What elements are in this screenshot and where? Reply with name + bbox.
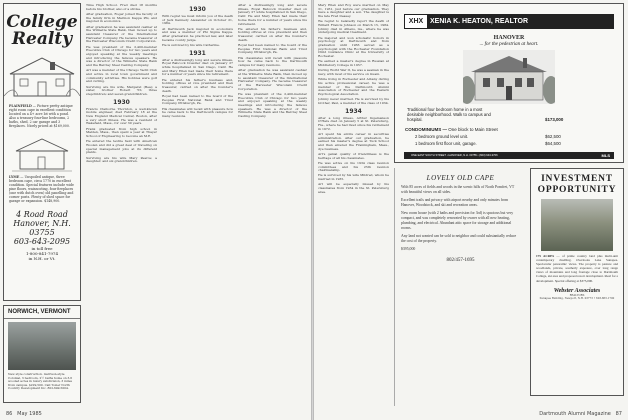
paragraph: After a distressingly long and severe illness, Royal Babcock Dossiter died on January 27 while hospitalized in San Diego, Calif. He and Mary Ellen had made their home there for a number of years since his retirement.: [162, 57, 233, 77]
title-line-2: Realty: [11, 29, 73, 49]
investment-opportunity-ad: [530, 168, 624, 396]
paragraph: After graduation, Roger joined the faculty of the family firm in Marmon Kappa Phi, and majored in economics.: [86, 11, 157, 24]
class-year-heading: 1934: [345, 107, 362, 115]
heaton-logo-icon: XHX: [405, 15, 427, 28]
paragraph: Art will be especially missed by his classmates from 1934 in the St. Petersburg area.: [318, 182, 389, 194]
toll-free-label: in toll free: [31, 245, 53, 251]
paragraph: He entered his father's business and, holding offices at vice president and then treasurer, carried on after the founder's death.: [162, 77, 233, 93]
title-line-1: College: [6, 12, 78, 32]
investment-property-photo: [541, 199, 613, 251]
norwich-ad: [3, 305, 81, 403]
heaton-footer-bar: [404, 152, 614, 159]
issue-date: May 1985: [17, 411, 42, 417]
condo-listing-2: 1 bedroom first floor unit, garage.: [415, 141, 477, 146]
toll-free-number[interactable]: 1-800-841-7974: [25, 250, 59, 256]
agency-address: Sunapee Building, Newport, N.H. 03773 • 603-863-1700: [539, 296, 615, 300]
cape-paragraph: Excellent trails and privacy with airport nearby and only minutes from Hanover, Woodstock, and ski and recreation areas.: [401, 198, 509, 207]
cape-phone[interactable]: 802/457-1695: [446, 258, 475, 263]
investment-title: [531, 169, 623, 196]
paragraph: Art was a member of the Chicago Yacht Club and active in local town government and community activities. His hobbies were golf and curling.: [86, 68, 157, 84]
left-page: [0, 0, 311, 420]
description-line: Traditional four bedroom home in a most: [407, 107, 483, 112]
paragraph: He was active on his 1934 class reunion committees and his 25th reunion chairmanship.: [318, 160, 389, 173]
condo-price-1: $62,500: [545, 134, 561, 139]
paragraph: After a distressingly long and severe illness, Royal Babcock Dossiter died on January 27 while hospitalized in San Diego, Calif. He and Mary Ellen had made their home there for a number of years since his retirement.: [238, 4, 307, 26]
lyme-heading: LYME: [9, 175, 20, 180]
cape-paragraph: New room house (with 2 baths and provision for 3rd) is spacious but very compact, and was completely renovated by owner with all new heating, plumbing, and electrical. Abundant attic space for storage and additional rooms.: [401, 211, 514, 230]
paragraph: He entered his father's business and, holding offices at vice president and then treasurer, carried on after the founder's death.: [238, 26, 307, 42]
paragraph: Royal had been named to the board of the Peoples First National Bank and Trust Company, Pittsburgh, Pa.: [162, 93, 233, 106]
heaton-realtor-ad: [394, 3, 624, 163]
paragraph: He entered the textile field with American Woolen and did a great deal of traveling on special management jobs at its different plants.: [86, 139, 157, 155]
norwich-title: NORWICH, VERMONT: [4, 306, 80, 319]
lyme-listing: LYME — Unspoiled antique, three bedroom cape, circa 1770 in excellent condition. Special features include wide pine floors, wainscoting, four fireplaces (one with dutch oven) old panelling and corner posts. Plenty of shed space for garage or expansion. $148,900.: [9, 175, 74, 203]
plainfield-listing: PLAINFIELD — Picture pretty antique right room cape in excellent condition located on a 4+ acre lot with a pond. Also a treasury four-line bedrooms, 2 baths, shed, 2 car garage and 3 fireplaces. Nicely priced at $169,000.: [9, 104, 73, 128]
lovely-old-cape-ad: [394, 168, 526, 406]
paragraph: He was president of the 2,400-member Executive Club of Chicago for two years and enjoyed speaking at the weekly meetings and introducing the famous speakers. He was a director of the Wilmette State Bank and the Barclay Steel Casting Company.: [86, 44, 157, 68]
investment-title-line: OPPORTUNITY: [537, 185, 617, 195]
paragraph: After graduation he was assistant cashier at the Wilmette State Bank, then moved up to assistant treasurer of the International Harvester Company. He became treasurer of the Harvester Wisconsin Credit Corporation.: [86, 24, 157, 44]
condo-heading: CONDOMINIUMS — One block to Main Street: [405, 127, 498, 132]
class-year-heading: 1931: [189, 49, 206, 57]
cape-title: LOVELY OLD CAPE: [426, 174, 495, 182]
heaton-header-bar: [404, 14, 614, 29]
phone-number[interactable]: 603-643-2095: [13, 236, 71, 246]
city-address: Hanover, N.H. 03755: [13, 218, 71, 237]
house-sketch-illustration: [4, 54, 80, 98]
paragraph: Surviving are his wife Mary Pearce; a daughter; and six grandchildren.: [86, 155, 157, 164]
paragraph: Mary Ellen and Roy were married on May 31, 1931, just before our graduation. They have a daughter and a son. The daughter is the late Fred Deasey.: [318, 4, 389, 19]
acreage: 175 ACRES: [536, 254, 555, 258]
contact-block: [4, 210, 80, 261]
page-number: 87: [615, 411, 622, 417]
paragraph: He majored and won scholastic honors in psychology at Dartmouth and from graduation until 1936 served as a psychologist with the Rochester Foundation Child Guidance Clinic at the University of Rochester.: [318, 35, 389, 59]
street-address: 4 Road Road: [16, 209, 68, 219]
right-page: [314, 0, 628, 420]
paragraph: Royal had been named to the board of the Peoples First National Bank and Trust Company, Pittsburgh, Pa.: [238, 43, 307, 55]
obituary-column-3: [238, 4, 307, 406]
obituary-column-2: [162, 4, 233, 406]
description-line: desirable neighborhood. Walk to campus and: [407, 112, 491, 117]
agency-subtitle: REALTORS: [569, 293, 585, 297]
mls-badge: MLS: [601, 153, 610, 158]
plainfield-heading: PLAINFIELD: [9, 104, 32, 108]
paragraph: With regret we must inform you of the death of Jack Kennedy Alexander on October 21, 1984.: [162, 14, 233, 26]
norwich-house-photo: [8, 322, 76, 370]
main-listing-description: [407, 107, 491, 122]
heaton-house-illustration: [463, 50, 555, 104]
heaton-ad-inner: [395, 4, 623, 162]
paragraph: He is survived by his wife Mildred, whom he married in 1935.: [318, 173, 389, 182]
paragraph: He earned a master's degree in Russian at Middlebury College in 1957.: [318, 59, 389, 68]
plainfield-description: Picture pretty antique right room cape in excellent condition located on a 4+ acre lot with a pond. Also a treasury four-line bedrooms, 2 baths, shed, 2 car garage and 3 fireplaces. Nicely priced at $169,000.: [9, 104, 73, 128]
agency-logo: Webster Associates: [553, 287, 601, 294]
investment-price: Special offering at $375,000.: [554, 278, 593, 283]
paragraph: He was president of the 2,400-member Executive Club of Chicago for two years and enjoyed speaking at the weekly meetings and introducing the famous speakers. He was a director of the Wilmette State Bank and the Barclay Steel Casting Company.: [238, 91, 307, 119]
investment-title-line: INVESTMENT: [541, 174, 613, 184]
page-folio-left: [6, 411, 42, 417]
lyme-house-sketch: [12, 135, 72, 173]
main-listing-price: $173,000: [545, 117, 564, 122]
paragraph: After graduation he was assistant cashier at the Wilmette State Bank, then moved up to assistant treasurer of the International Harvester Company. He became treasurer of the Harvester Wisconsin Credit Corporation.: [238, 68, 307, 91]
investment-body: of prime country land plus multi-unit contemporary dwelling. Overlooks Lake Sunapee. Spectacular panoramic views. The property is pasture and woodlands, private, southerly exposure, over long range views of mountains and long frontage close to Dartmouth College, ski area and proposed resort development. Ideal for a development.: [536, 254, 618, 283]
college-realty-ad: [3, 3, 81, 301]
obituary-column-4: [318, 4, 389, 406]
toll-free-region: in N.H. or Vt.: [28, 255, 56, 261]
paragraph: Art spent his entire career in securities administration. After our graduation, he earned his master's degree at Tuck School and then entered the Framingham, Mass., dye business.: [318, 131, 389, 151]
condo-title: CONDOMINIUMS: [405, 127, 442, 132]
tagline: ... for the pedestrian at heart.: [479, 42, 539, 47]
condo-subtitle: One block to Main Street: [448, 127, 498, 132]
cape-price: $395,000: [401, 247, 416, 251]
class-year-heading: 1930: [189, 6, 206, 13]
page-number: 86: [6, 411, 13, 417]
town-heading: HANOVER: [493, 35, 525, 41]
paragraph: Time High School. Fred died 18 months before his brother, also of a stroke.: [86, 4, 157, 11]
class-year-heading: 1930: [113, 98, 130, 106]
description-line: hospital.: [407, 117, 423, 122]
paragraph: He is survived by his wife Catherine.: [162, 42, 220, 47]
paragraph: We regret to belatedly report the death of Willard Francis Johnson on March 15, 1984. Johnny died in Athens, Ga., where he was undergoing medical treatment.: [318, 19, 389, 35]
ad-title: [4, 4, 80, 48]
office-address: ONE EAST SOUTH STREET • HANOVER, N.H. 03755 • (603) 643-3706: [411, 154, 498, 157]
paragraph: At Dartmouth Jack majored in economics and was a member of Phi Sigma Kappa. After graduation he practiced law, and later became county judge.: [162, 26, 233, 42]
paragraph: Surviving are his wife, Margaret (Bea); a sister, brother Robert '55; three stepchildren; and seven grandchildren.: [86, 84, 157, 96]
paragraph: His classmates will recall with pleasure how he came back to the Dartmouth campus for many reunions.: [162, 106, 233, 118]
paragraph: During World War II, he was a seaman in the navy, with most of his service on Guam.: [318, 68, 389, 76]
paragraph: While living in Rochester and Albany during his active professional career, he was a member of the Dartmouth Alumni Association of Rochester and the Eastern Psychological Association.: [318, 77, 389, 96]
paragraph: His classmates will recall with pleasure how he came back to the Dartmouth campus for many reunions.: [238, 55, 307, 68]
paragraph: Francis Claiborne Thornton, a well-known mobile engineer, died February 18 at the New England Medical Center, Boston, after a very short illness. He was a resident of Wakefield, Mass., for over 30 years.: [86, 106, 157, 126]
obituary-column-1: [86, 4, 157, 406]
magazine-name: Dartmouth Alumni Magazine: [539, 411, 611, 417]
lyme-description: Unspoiled antique, three bedroom cape, circa 1770 in excellent condition. Special features include wide pine floors, wainscoting, four fireplaces (one with dutch oven) old panelling and corner posts. Plenty of shed space for garage or expansion. $148,900.: [9, 175, 74, 203]
realtor-name: XENIA K. HEATON, REALTOR: [430, 18, 529, 25]
cape-paragraph: Any land not wanted can be sold to neighbor and could substantially reduce the cost of the property.: [401, 234, 517, 243]
page-folio-right: [539, 411, 622, 417]
cape-description: [395, 182, 526, 252]
paragraph: Johnny never married. He is survived by his brother, Paul, a member of the class of 1934.: [318, 97, 389, 105]
cape-paragraph: With 85 acres of fields and woods in the scenic hills of North Pomfret, VT with beautiful views on all sides.: [401, 185, 515, 194]
norwich-caption: New style construction. Garrison-style Colonial, 3 bedroom, 2½ baths home on 3.6 wooded acres in luxury subdivision, 3 miles from campus. $229,500. Call Tozier North Country Development Inc. 802-649-5004.: [8, 372, 73, 390]
condo-price-2: $64,500: [545, 141, 561, 146]
investment-description: 175 ACRES — of prime country land plus multi-unit contemporary dwelling. Overlooks Lake Sunapee. Spectacular panoramic views. The property is pasture and woodlands, private, southerly exposure, over long range views of mountains and long frontage close to Dartmouth College, ski area and proposed resort development. Ideal for a development. Special offering at $375,000.: [536, 254, 618, 283]
paragraph: After a long illness, Arthur Ingemanson O'Hare died on January 5 at St. Petersburg, Fla., where he had lived since his retirement in 1972.: [318, 115, 389, 131]
paragraph: Frank graduated from high school in Malden, Mass., then spent a year at Thayer School of Engineering to become an M.E.: [86, 126, 157, 139]
paragraph: Art's genial quality of friendliness is the heritage of all his classmates.: [318, 151, 389, 160]
condo-listing-1: 2 bedroom ground level unit.: [415, 134, 469, 139]
